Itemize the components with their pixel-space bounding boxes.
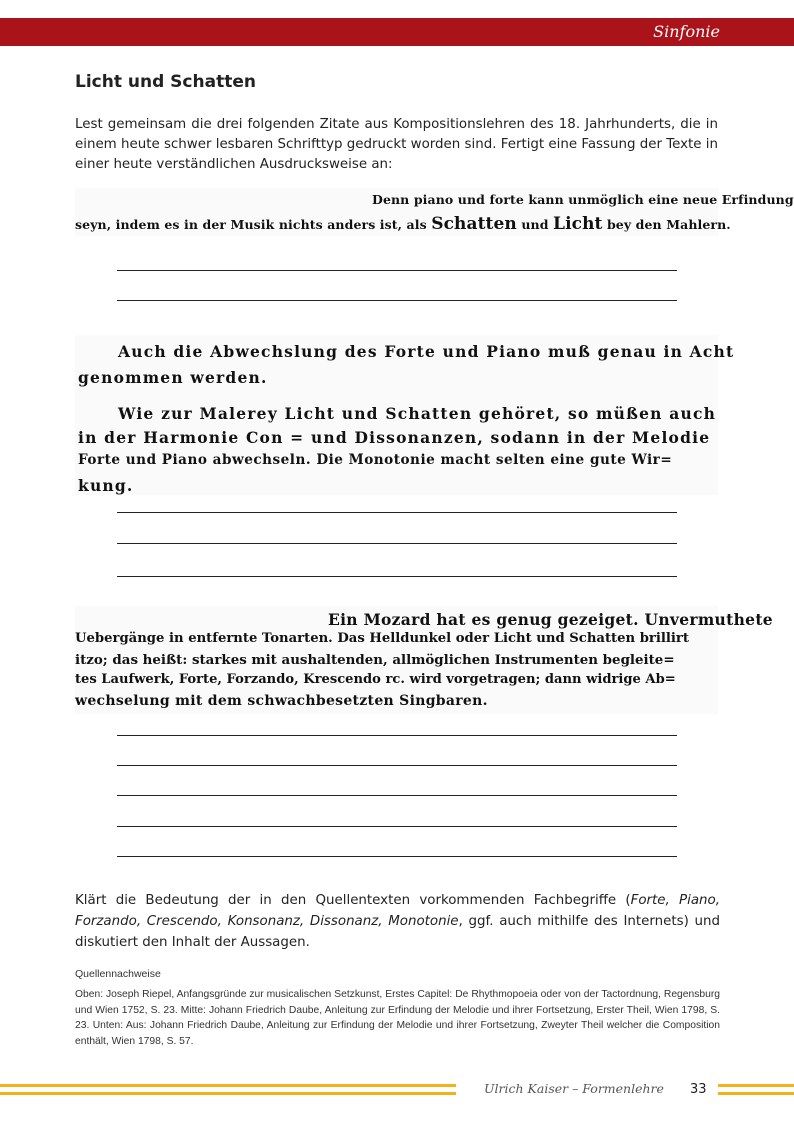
answer-line-5[interactable]: [117, 576, 677, 577]
footer-author: Ulrich Kaiser – Formenlehre: [484, 1081, 664, 1096]
footer-lines-right: [718, 1084, 794, 1100]
quote1-line1: Denn piano und forte kann unmöglich eine neue Erfindung: [372, 192, 794, 207]
sources-text: Oben: Joseph Riepel, Anfangsgründe zur musicalischen Setzkunst, Erstes Capitel: De Rhythmopoeia oder von der Tactordnung, Regensburg und Wien 1752, S. 23. Mitte: Johann Friedrich Daube, Anleitung zur Erfindung der Melodie und ihrer Fortsetzung, Erster Theil, Wien 1798, S. 23. Unten: Aus: Johann Friedrich Daube, Anleitung zur Erfindung der Melodie und ihrer Fortsetzung, Zweyter Theil welcher die Composition enthält, Wien 1798, S. 57.: [75, 989, 720, 1047]
quote1-line2: [75, 214, 731, 234]
answer-line-3[interactable]: [117, 512, 677, 513]
answer-line-6[interactable]: [117, 735, 677, 736]
quote2-line2: genommen werden.: [78, 368, 268, 387]
quote2-line1: Auch die Abwechslung des Forte und Piano muß genau in Acht: [118, 342, 735, 361]
footer-line: [718, 1084, 794, 1087]
quote1-und: und: [516, 217, 554, 232]
footer-lines-left: [0, 1084, 456, 1100]
answer-line-2[interactable]: [117, 300, 677, 301]
answer-line-9[interactable]: [117, 826, 677, 827]
answer-line-7[interactable]: [117, 765, 677, 766]
answer-line-10[interactable]: [117, 856, 677, 857]
quote2-line3: Wie zur Malerey Licht und Schatten gehöret, so müßen auch: [118, 404, 717, 423]
footer-line: [718, 1092, 794, 1095]
quote3-line4: tes Laufwerk, Forte, Forzando, Krescendo rc. wird vorgetragen; dann widrige Ab=: [75, 672, 676, 687]
sources-title: Quellennachweise: [75, 968, 161, 980]
quote1-line2a: seyn, indem es in der Musik nichts anders ist, als: [75, 217, 432, 232]
page-heading: Licht und Schatten: [75, 72, 256, 92]
quote2-line4: in der Harmonie Con = und Dissonanzen, sodann in der Melodie: [78, 428, 711, 447]
page-number: 33: [690, 1082, 707, 1097]
quote1-schatten: Schatten: [431, 214, 517, 234]
quote2-line5: Forte und Piano abwechseln. Die Monotonie macht selten eine gute Wir=: [78, 452, 673, 468]
footer-line: [0, 1084, 456, 1087]
quote3-line5: wechselung mit dem schwachbesetzten Singbaren.: [75, 693, 488, 709]
task-paragraph: [75, 890, 720, 953]
answer-line-4[interactable]: [117, 543, 677, 544]
task-terms: Forte, Piano, Forzando, Crescendo, Konsonanz, Dissonanz, Monotonie: [75, 893, 720, 929]
answer-line-8[interactable]: [117, 795, 677, 796]
header-title: Sinfonie: [653, 22, 720, 41]
task-part2: , ggf. auch mithilfe des Internets) und diskutiert den Inhalt der Aussagen.: [75, 914, 720, 950]
header-bar: [0, 18, 794, 46]
quote3-line2: Uebergänge in entfernte Tonarten. Das Helldunkel oder Licht und Schatten brillirt: [75, 631, 689, 646]
footer-line: [0, 1092, 456, 1095]
intro-paragraph: Lest gemeinsam die drei folgenden Zitate aus Kompositionslehren des 18. Jahrhunderts, die in einem heute schwer lesbaren Schrifttyp gedruckt worden sind. Fertigt eine Fassung der Texte in einer heute verständlichen Ausdrucksweise an:: [75, 117, 719, 172]
quote1-line2e: bey den Mahlern.: [602, 217, 731, 232]
task-part1: Klärt die Bedeutung der in den Quellentexten vorkommenden Fachbegriffe (: [75, 893, 631, 908]
quote3-line3: itzo; das heißt: starkes mit aushaltenden, allmöglichen Instrumenten begleite=: [75, 652, 675, 668]
quote3-line1: Ein Mozard hat es genug gezeiget. Unvermuthete: [328, 610, 773, 629]
quote1-licht: Licht: [553, 214, 603, 234]
answer-line-1[interactable]: [117, 270, 677, 271]
quote2-line6: kung.: [78, 476, 134, 495]
